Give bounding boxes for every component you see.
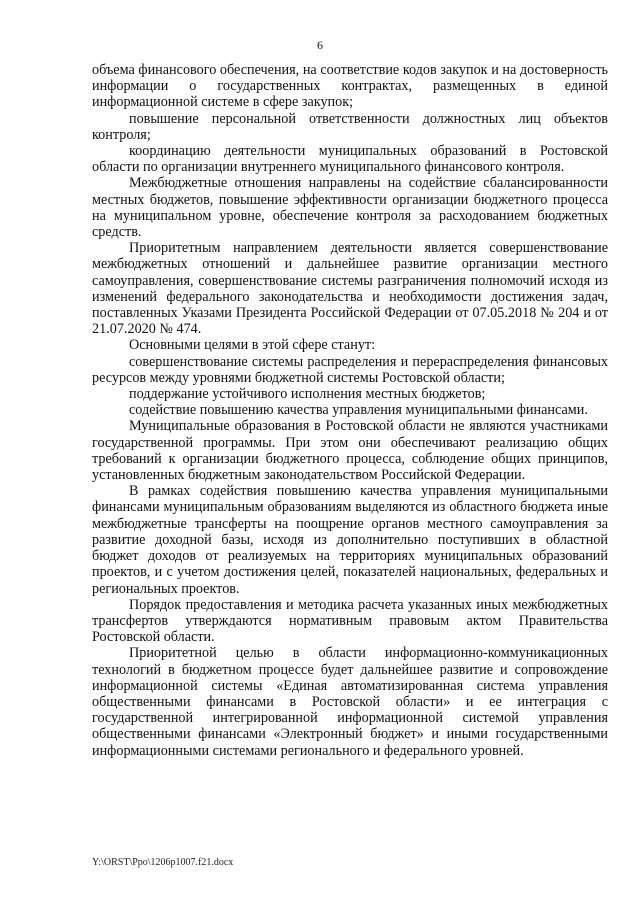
paragraph-4: Межбюджетные отношения направлены на содействие сбалансированности местных бюджетов, повышение эффективности организации бюджетного процесса на муниципальном уровне, обеспечение контроля за расходованием бюджетных средств.	[92, 175, 608, 241]
paragraph-3: координацию деятельности муниципальных образований в Ростовской области по организации внутреннего муниципального финансового контроля.	[92, 143, 608, 176]
paragraph-1: объема финансового обеспечения, на соответствие кодов закупок и на достоверность информации о государственных контрактах, размещенных в единой информационной системе в сфере закупок;	[92, 62, 608, 111]
paragraph-7: совершенствование системы распределения и перераспределения финансовых ресурсов между уровнями бюджетной системы Ростовской области;	[92, 353, 608, 386]
paragraph-6: Основными целями в этой сфере станут:	[129, 337, 376, 354]
paragraph-12: Порядок предоставления и методика расчета указанных иных межбюджетных трансфертов утверждаются нормативным правовым актом Правительства Ростовской области.	[92, 596, 608, 646]
paragraph-9: содействие повышению качества управления муниципальными финансами.	[129, 402, 588, 419]
paragraph-8: поддержание устойчивого исполнения местных бюджетов;	[129, 386, 486, 403]
paragraph-5: Приоритетным направлением деятельности является совершенствование межбюджетных отношений и дальнейшее развитие организации местного самоуправления, совершенствование системы разграничения полномочий исходя из изменений федерального законодательства и необходимости достижения задач, поставленных Указами Президента Российской Федерации от 07.05.2018 № 204 и от 21.07.2020 № 474.	[92, 240, 608, 338]
file-path-footer: Y:\ORST\Ppo\1206p1007.f21.docx	[92, 857, 234, 868]
page-number: 6	[317, 38, 323, 52]
paragraph-13: Приоритетной целью в области информационно-коммуникационных технологий в бюджетном процессе будет дальнейшее развитие и сопровождение информационной системы «Единая автоматизированная система управления общественными финансами в Ростовской области» и ее интеграция с государственной интегрированной информационной системой управления общественными финансами «Электронный бюджет» и иными государственными информационными системами регионального и федерального уровней.	[92, 645, 608, 759]
paragraph-10: Муниципальные образования в Ростовской области не являются участниками государственной программы. При этом они обеспечивают реализацию общих требований к организации бюджетного процесса, соблюдение общих принципов, установленных бюджетным законодательством Российской Федерации.	[92, 418, 608, 484]
document-body	[92, 62, 608, 759]
paragraph-11: В рамках содействия повышению качества управления муниципальными финансами муниципальным образованиям выделяются из областного бюджета иные межбюджетные трансферты на поощрение органов местного самоуправления за развитие доходной базы, исходя из дополнительно поступивших в областной бюджет доходов от реализуемых на территориях муниципальных образований проектов, и с учетом достижения целей, показателей национальных, федеральных и региональных проектов.	[92, 483, 608, 597]
paragraph-2: повышение персональной ответственности должностных лиц объектов контроля;	[92, 110, 608, 143]
